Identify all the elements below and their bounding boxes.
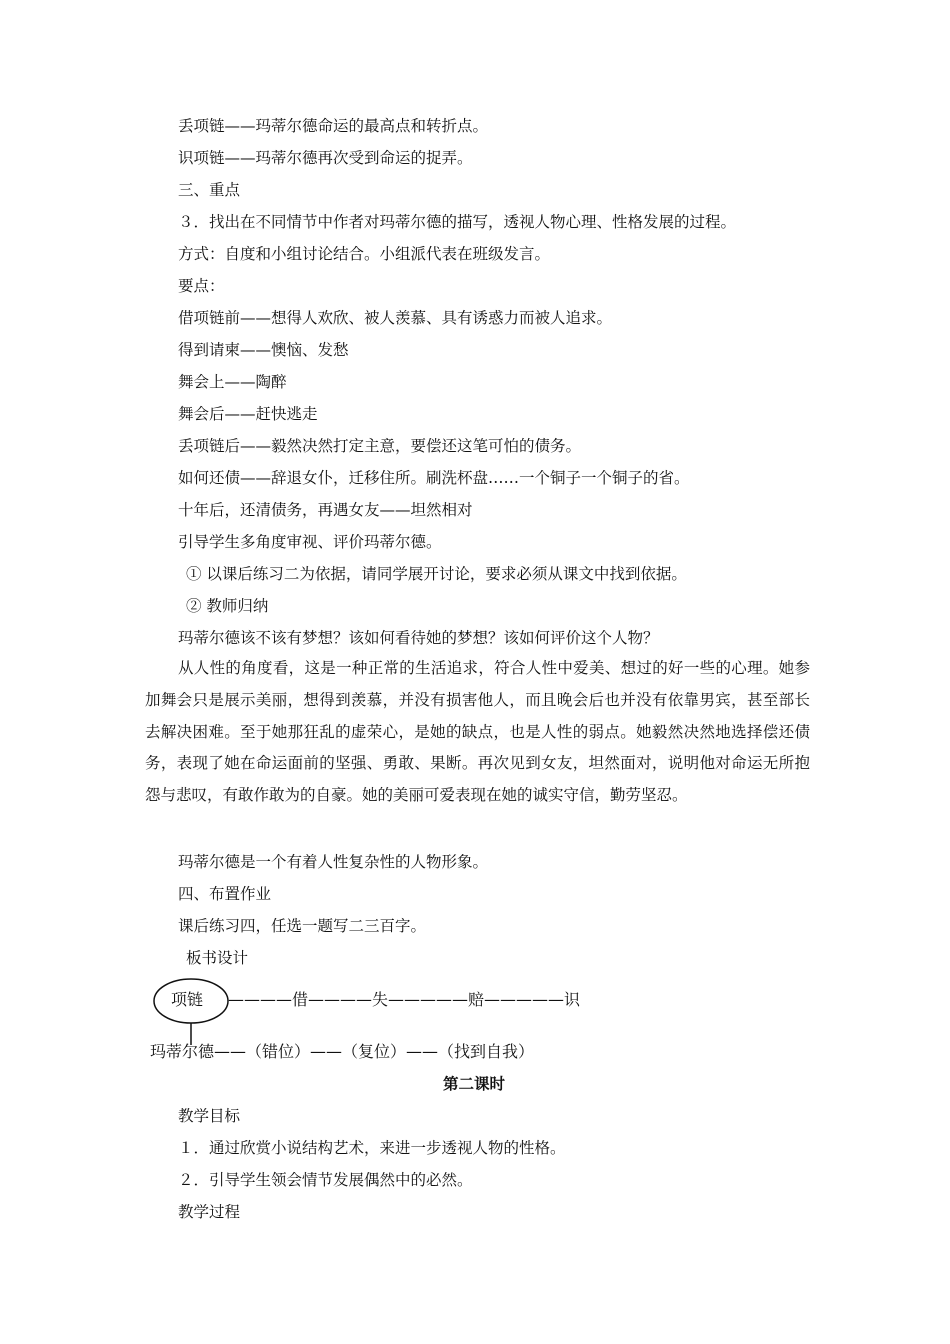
section-heading: 三、重点 bbox=[178, 181, 241, 199]
text-line: ② 教师归纳 bbox=[186, 597, 269, 615]
text-line: 舞会上——陶醉 bbox=[178, 373, 287, 391]
text-line: ２．引导学生领会情节发展偶然中的必然。 bbox=[178, 1171, 473, 1189]
text-line: 舞会后——赶快逃走 bbox=[178, 405, 318, 423]
text-line: 玛蒂尔德是一个有着人性复杂性的人物形象。 bbox=[178, 853, 489, 871]
text-line: 借项链前——想得人欢欣、被人羡慕、具有诱惑力而被人追求。 bbox=[178, 309, 613, 327]
text-line: 丢项链后——毅然决然打定主意，要偿还这笔可怕的债务。 bbox=[178, 437, 582, 455]
text-line: 如何还债——辞退女仆，迁移住所。刷洗杯盘……一个铜子一个铜子的省。 bbox=[178, 469, 690, 487]
lesson-title: 第二课时 bbox=[443, 1075, 506, 1093]
text-line: 要点： bbox=[178, 277, 225, 295]
text-line: 丢项链——玛蒂尔德命运的最高点和转折点。 bbox=[178, 117, 489, 135]
section-heading: 四、布置作业 bbox=[178, 885, 272, 903]
diagram-top-row: ————借————失—————赔—————识 bbox=[228, 990, 581, 1009]
section-heading: 教学过程 bbox=[178, 1203, 241, 1221]
oval-label: 项链 bbox=[171, 990, 204, 1009]
text-line: 引导学生多角度审视、评价玛蒂尔德。 bbox=[178, 533, 442, 551]
text-line: 识项链——玛蒂尔德再次受到命运的捉弄。 bbox=[178, 149, 473, 167]
text-line: ① 以课后练习二为依据，请同学展开讨论，要求必须从课文中找到依据。 bbox=[186, 565, 687, 583]
text-line: 十年后，还清债务，再遇女友——坦然相对 bbox=[178, 501, 473, 519]
board-design-title: 板书设计 bbox=[186, 949, 249, 967]
text-line: 课后练习四，任选一题写二三百字。 bbox=[178, 917, 427, 935]
section-heading: 教学目标 bbox=[178, 1107, 241, 1125]
text-line: ３．找出在不同情节中作者对玛蒂尔德的描写，透视人物心理、性格发展的过程。 bbox=[178, 213, 737, 231]
body-paragraph: 从人性的角度看，这是一种正常的生活追求，符合人性中爱美、想过的好一些的心理。她参加舞会只是展示美丽，想得到羡慕，并没有损害他人，而且晚会后也并没有依靠男宾，甚至部长去解决困难。至于她那狂乱的虚荣心，是她的缺点，也是人性的弱点。她毅然决然地选择偿还债务，表现了她在命运面前的坚强、勇敢、果断。再次见到女友，坦然面对，说明他对命运无所抱怨与悲叹，有敢作敢为的自豪。她的美丽可爱表现在她的诚实守信，勤劳坚忍。 bbox=[145, 659, 810, 805]
text-line: 得到请柬——懊恼、发愁 bbox=[178, 341, 349, 359]
text-line: 玛蒂尔德该不该有梦想？该如何看待她的梦想？该如何评价这个人物？ bbox=[178, 629, 659, 647]
diagram-bottom-row: 玛蒂尔德——（错位）——（复位）——（找到自我） bbox=[150, 1042, 535, 1061]
text-line: 方式：自度和小组讨论结合。小组派代表在班级发言。 bbox=[178, 245, 551, 263]
text-line: １．通过欣赏小说结构艺术，来进一步透视人物的性格。 bbox=[178, 1139, 566, 1157]
